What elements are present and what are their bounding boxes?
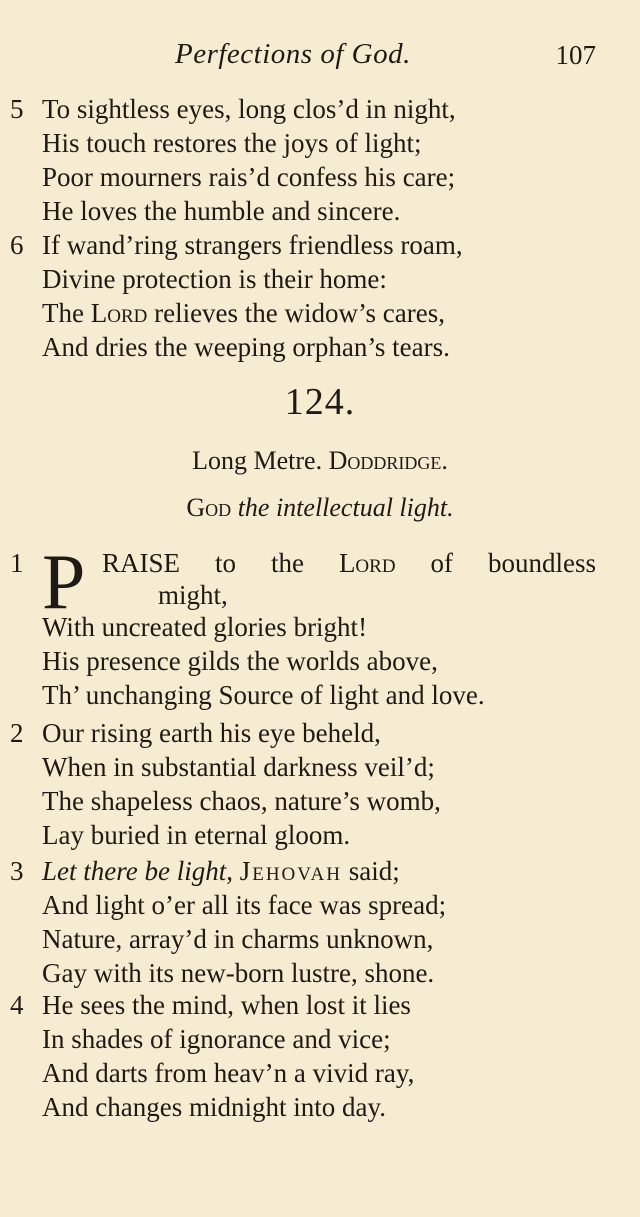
verse-line <box>0 956 640 990</box>
word: boundless <box>487 548 596 578</box>
verse-line <box>0 922 640 956</box>
stanza-3 <box>0 854 640 990</box>
verse-line <box>0 750 640 784</box>
stanza-5 <box>0 92 640 228</box>
verse-text: Our rising earth his eye beheld, <box>42 718 381 748</box>
verse-text: His presence gilds the worlds above, <box>42 646 438 676</box>
word: RAISE <box>102 548 181 578</box>
verse-line <box>0 988 640 1022</box>
verse-line <box>0 1090 640 1124</box>
small-caps-word: Jehovah <box>239 856 342 886</box>
small-caps-word: Lord <box>90 298 148 328</box>
verse-text: And changes midnight into day. <box>42 1092 386 1122</box>
verse-text <box>42 296 445 330</box>
verse-line <box>0 296 640 330</box>
stanza-1 <box>0 610 640 712</box>
verse-text: If wand’ring strangers friendless roam, <box>42 230 463 260</box>
stanza-2 <box>0 716 640 852</box>
stanza-number: 4 <box>10 990 24 1020</box>
meter-label: Long Metre. <box>192 446 323 475</box>
verse-text: When in substantial darkness veil’d; <box>42 752 435 782</box>
verse-text: And light o’er all its face was spread; <box>42 890 447 920</box>
verse-text: Gay with its new-born lustre, shone. <box>42 958 435 988</box>
verse-text: And dries the weeping orphan’s tears. <box>42 332 450 362</box>
word: the <box>270 548 304 578</box>
verse-text: In shades of ignorance and vice; <box>42 1024 391 1054</box>
hymn-subtitle <box>0 493 640 523</box>
stanza-number: 5 <box>10 94 24 124</box>
verse-text: Th’ unchanging Source of light and love. <box>42 680 485 710</box>
verse-text: He sees the mind, when lost it lies <box>42 990 411 1020</box>
verse-line <box>0 330 640 364</box>
verse-line <box>0 228 640 262</box>
verse-line <box>0 1056 640 1090</box>
verse-text: Nature, array’d in charms unknown, <box>42 924 434 954</box>
stanza-number: 6 <box>10 230 24 260</box>
verse-line <box>0 610 640 644</box>
verse-text: Poor mourners rais’d confess his care; <box>42 162 456 192</box>
stanza-4 <box>0 988 640 1124</box>
verse-line <box>0 888 640 922</box>
verse-text: To sightless eyes, long clos’d in night, <box>42 94 456 124</box>
word: of <box>430 548 454 578</box>
verse-line <box>0 194 640 228</box>
verse-line <box>0 1022 640 1056</box>
verse-line <box>0 262 640 296</box>
first-verse-line <box>102 546 596 580</box>
italic-phrase: Let there be light <box>42 856 227 886</box>
verse-text: He loves the humble and sincere. <box>42 196 401 226</box>
verse-line <box>0 716 640 750</box>
stanza-number: 3 <box>10 856 24 886</box>
verse-text: With uncreated glories bright! <box>42 612 368 642</box>
verse-fragment: , <box>226 856 240 886</box>
verse-text: Lay buried in eternal gloom. <box>42 820 351 850</box>
author-name: Doddridge. <box>328 446 448 475</box>
verse-line <box>0 678 640 712</box>
hymn-number: 124. <box>284 381 356 423</box>
subtitle-small-caps: God <box>186 493 232 522</box>
subtitle-italic: the intellectual light. <box>231 493 454 522</box>
verse-fragment: said; <box>342 856 400 886</box>
small-caps-word: Lord <box>338 548 396 578</box>
verse-line <box>0 126 640 160</box>
verse-line <box>0 784 640 818</box>
hymn-meter <box>0 446 640 476</box>
verse-line <box>0 92 640 126</box>
verse-line <box>0 818 640 852</box>
first-line-continuation: might, <box>158 580 228 610</box>
verse-fragment: relieves the widow’s cares, <box>147 298 445 328</box>
running-head-title: Perfections of God. <box>175 38 411 70</box>
verse-text: Divine protection is their home: <box>42 264 387 294</box>
verse-text: The shapeless chaos, nature’s womb, <box>42 786 441 816</box>
stanza-6 <box>0 228 640 364</box>
verse-text <box>42 854 400 888</box>
drop-cap: P <box>42 538 86 625</box>
verse-fragment: The <box>42 298 91 328</box>
verse-text: His touch restores the joys of light; <box>42 128 422 158</box>
running-head <box>0 38 640 78</box>
verse-line <box>0 160 640 194</box>
stanza-number: 1 <box>10 548 24 578</box>
verse-text: And darts from heav’n a vivid ray, <box>42 1058 415 1088</box>
verse-line <box>0 854 640 888</box>
stanza-number: 2 <box>10 718 24 748</box>
page-number: 107 <box>555 40 596 70</box>
word: to <box>214 548 236 578</box>
verse-line <box>0 644 640 678</box>
